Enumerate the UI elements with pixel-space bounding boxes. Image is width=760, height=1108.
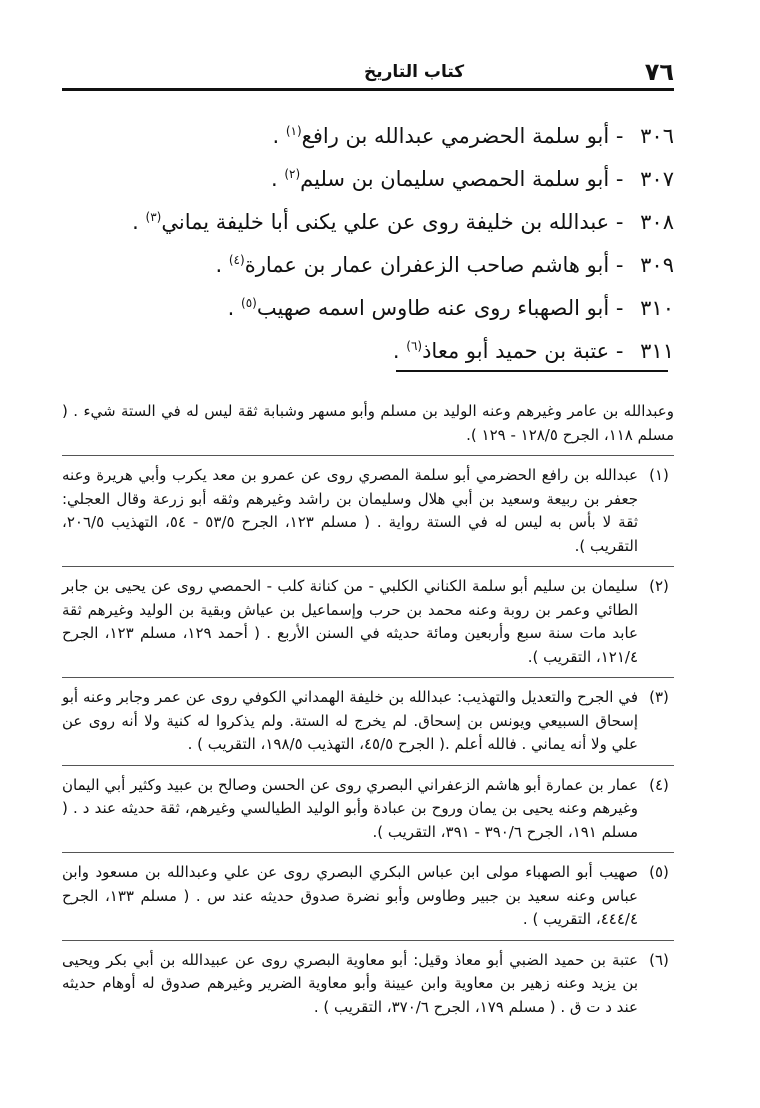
entry-end: . xyxy=(132,210,146,234)
footnote-3 xyxy=(62,686,669,757)
footnote-text: في الجرح والتعديل والتهذيب: عبدالله بن خليفة الهمداني الكوفي روى عن عمر وجابر وعنه أبو إسحاق السبيعي ويونس بن إسحاق. لم يخرج له الستة. ولم يذكروا له كنية ولا أنه روى عن علي ولا أنه يماني . فالله أعلم .( الجرح ٤٥/٥، التهذيب ١٩٨/٥، التقريب ) . xyxy=(62,688,638,753)
entry-number: ٣١٠ xyxy=(640,296,674,320)
footnote-marker: (١) xyxy=(649,466,669,484)
entry-text: أبو سلمة الحمصي سليمان بن سليم xyxy=(300,167,610,191)
entry-number: ٣٠٩ xyxy=(640,253,674,277)
footnote-marker: (٥) xyxy=(649,863,669,881)
footnote-4 xyxy=(62,774,669,845)
entry-number: ٣٠٨ xyxy=(640,210,674,234)
entry-end: . xyxy=(215,253,229,277)
entry-end: . xyxy=(270,167,285,191)
footnote-marker: (٣) xyxy=(649,688,669,706)
footnote-6 xyxy=(62,949,669,1020)
footnote-marker: (٦) xyxy=(649,950,669,969)
entry-end: . xyxy=(272,124,286,148)
footnote-1 xyxy=(62,464,669,558)
footnote-continuation xyxy=(62,400,674,447)
entry-text: عبدالله بن خليفة روى عن علي يكنى أبا خليفة يماني xyxy=(161,210,610,234)
entry-number: ٣٠٧ xyxy=(640,167,674,191)
footnote-separator xyxy=(396,370,668,372)
footnote-5 xyxy=(62,861,669,932)
entry-308: ٣٠٨ - عبدالله بن خليفة روى عن علي يكنى أبا خليفة يماني$^{(٣)}$ . xyxy=(54,196,674,239)
footnote-divider xyxy=(62,566,674,567)
entry-307: ٣٠٧ - أبو سلمة الحمصي سليمان بن سليم$^{(٢)}$ . xyxy=(54,153,674,196)
running-title: كتاب التاريخ xyxy=(364,62,465,82)
entry-list xyxy=(54,110,674,368)
footnote-text: وعبدالله بن عامر وغيرهم وعنه الوليد بن مسلم وأبو مسهر وشبابة ثقة ليس له في الستة شيء . ( مسلم ١١٨، الجرح ١٢٨/٥ - ١٢٩ ). xyxy=(62,402,674,444)
entry-text: أبو الصهباء روى عنه طاوس اسمه صهيب xyxy=(256,296,610,320)
entry-text: أبو سلمة الحضرمي عبدالله بن رافع xyxy=(301,124,610,148)
footnotes xyxy=(62,400,674,1033)
footnote-marker: (٢) xyxy=(649,577,669,595)
footnote-text: عمار بن عمارة أبو هاشم الزعفراني البصري روى عن الحسن وصالح بن عبيد وكثير أبي اليمان وغيرهم وعنه يحيى بن يمان وروح بن عبادة وأبو الوليد الطيالسي وغيرهم، ثقة حديثه عند د . ( مسلم ١٩١، الجرح ٣٩٠/٦ - ٣٩١، التقريب ). xyxy=(62,775,638,841)
entry-310: ٣١٠ - أبو الصهباء روى عنه طاوس اسمه صهيب$^{(٥)}$ . xyxy=(54,282,674,325)
page-number: ٧٦ xyxy=(644,58,674,86)
footnote-ref: (٢) xyxy=(284,167,301,181)
footnote-ref: (٦) xyxy=(406,339,423,353)
page-header xyxy=(62,58,674,94)
entry-number: ٣١١ xyxy=(640,339,674,363)
footnote-text: عتبة بن حميد الضبي أبو معاذ وقيل: أبو معاوية البصري روى عن عبيدالله بن أبي بكر ويحيى بن يزيد وعنه زهير بن معاوية وابن عيينة وأبو معاوية الضرير وغيرهم صدوق له أوهام حديثه عند د ت ق . ( مسلم ١٧٩، الجرح ٣٧٠/٦، التقريب ) . xyxy=(62,950,638,1016)
footnote-text: صهيب أبو الصهباء مولى ابن عباس البكري البصري روى عن علي وعبدالله بن مسعود وابن عباس وعنه سعيد بن جبير وطاوس وأبو نضرة صدوق حديثه عند س . ( مسلم ١٣٣، الجرح ٤٤٤/٤، التقريب ) . xyxy=(62,863,638,928)
footnote-ref: (٤) xyxy=(228,253,245,267)
footnote-divider xyxy=(62,677,674,678)
footnote-ref: (٥) xyxy=(241,296,257,310)
entry-306: ٣٠٦ - أبو سلمة الحضرمي عبدالله بن رافع$^{(١)}$ . xyxy=(54,110,674,153)
entry-text: أبو هاشم صاحب الزعفران عمار بن عمارة xyxy=(244,253,610,277)
footnote-divider xyxy=(62,765,674,766)
footnote-ref: (١) xyxy=(285,124,302,138)
footnote-text: عبدالله بن رافع الحضرمي أبو سلمة المصري روى عن عمرو بن معد يكرب وأبي هريرة وعنه جعفر بن ربيعة وسعيد بن أبي هلال وسليمان بن راشد وغيرهم وثقه أبو زرعة وقال العجلي: ثقة لا بأس به ليس له في الستة رواية . ( مسلم ١٢٣، الجرح ٥٣/٥ - ٥٤، التهذيب ٢٠٦/٥، التقريب ). xyxy=(62,466,638,555)
entry-309: ٣٠٩ - أبو هاشم صاحب الزعفران عمار بن عمارة$^{(٤)}$ . xyxy=(54,239,674,282)
header-rule xyxy=(62,88,674,91)
entry-end: . xyxy=(227,296,242,320)
footnote-ref: (٣) xyxy=(145,210,162,224)
footnote-divider xyxy=(62,852,674,853)
entry-311: ٣١١ - عتبة بن حميد أبو معاذ$^{(٦)}$ . xyxy=(54,325,674,368)
footnote-divider xyxy=(62,940,674,941)
entry-end: . xyxy=(392,339,407,363)
footnote-marker: (٤) xyxy=(649,775,669,794)
footnote-divider xyxy=(62,455,674,456)
entry-text: عتبة بن حميد أبو معاذ xyxy=(422,339,610,363)
footnote-2 xyxy=(62,575,669,669)
entry-number: ٣٠٦ xyxy=(640,124,674,148)
footnote-text: سليمان بن سليم أبو سلمة الكناني الكلبي - من كنانة كلب - الحمصي روى عن يحيى بن جابر الطائي وعمر بن روبة وعنه محمد بن حرب وإسماعيل بن عياش وبقية بن الوليد وغيرهم ثقة عابد مات سنة سبع وأربعين ومائة حديثه في السنن الأربع . ( أحمد ١٢٩، مسلم ١٢٣، الجرح ١٢١/٤، التقريب ). xyxy=(62,577,638,666)
